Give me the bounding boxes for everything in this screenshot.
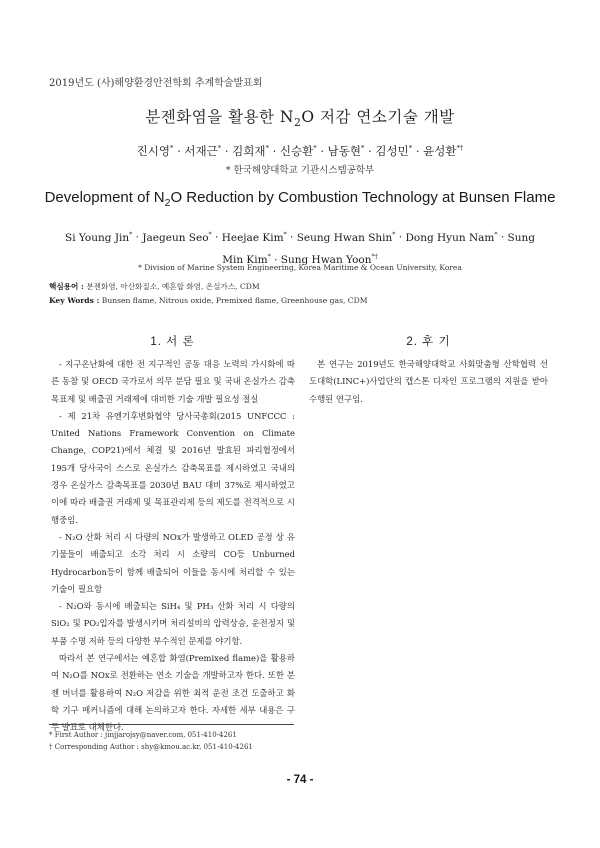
author-affiliation-mark: * [313,144,317,153]
author-separator: · [395,231,406,244]
author-name: Dong Hyun Nam [405,231,495,244]
author-separator: · [270,254,281,266]
author-affiliation-mark: * [360,144,365,153]
english-author [297,232,396,244]
author-affiliation-mark: * [217,144,222,153]
author-name: 윤성환 [423,144,457,158]
author-affiliation-mark: * [169,144,174,153]
author-name: 김희재 [232,144,266,158]
affiliation-korean: * 한국해양대학교 기관시스템공학부 [225,165,375,176]
korean-author [375,144,412,158]
keywords-english [49,296,367,305]
footnote-divider [49,724,294,725]
author-affiliation-mark: * [283,231,287,238]
affiliation-english: * Division of Marine System Engineering, Korea Maritime & Ocean University, Korea [138,263,462,272]
author-name: Sung Min Kim [222,231,535,266]
footnote-first-author: * First Author : jinjjarojsy@naver.com, 051-410-4261 [49,731,237,739]
intro-paragraph: - N₂O 산화 처리 시 다량의 NOx가 발생하고 OLED 공정 상 유기물들이 배출되고 소각 처리 시 소량의 CO등 Unburned Hydrocarbon등이 함께 배출되어 이들을 동시에 처리할 수 있는 기술이 필요함 [51,531,295,594]
english-author [222,232,287,244]
english-author [405,232,497,244]
author-separator: · [221,144,233,158]
intro-paragraph: - N₂O와 동시에 배출되는 SiH₄ 및 PH₃ 산화 처리 시 다량의 SiO₂ 및 PO₂입자를 발생시키며 처리설비의 압력상승, 운전정지 및 부품 수명 저하 등의 다양한 부수적인 문제를 야기함. [51,601,295,646]
author-affiliation-mark: *† [371,253,378,261]
author-name: 신승환 [279,144,314,158]
paper-title-korean: 분젠화염을 활용한 $N_2O$ 저감 연소기술 개발 [145,108,455,130]
acknowledgement-body [309,356,548,408]
author-separator: · [211,231,222,244]
author-separator: · [497,231,508,244]
author-affiliation-mark: * [408,144,413,153]
author-affiliation-mark: *† [456,144,464,153]
author-separator: · [286,231,297,244]
author-name: 진시영 [136,144,170,158]
section-heading-introduction: 1. 서 론 [150,336,195,348]
keywords-korean-label: 핵심용어 : [49,282,84,291]
author-affiliation-mark: * [208,231,212,238]
english-author [65,232,132,244]
author-name: Jaegeun Seo [142,231,209,244]
author-separator: · [173,144,185,158]
korean-author [328,144,365,158]
author-separator: · [412,144,424,158]
author-affiliation-mark: * [265,144,269,153]
conference-header: 2019년도 (사)해양환경안전학회 추계학술발표회 [49,78,263,89]
footnote-corresponding-author: † Corresponding Author : shy@kmou.ac.kr, 051-410-4261 [49,743,253,751]
page-number: - 74 - [286,774,314,786]
keywords-english-label: Key Words : [49,296,100,305]
author-name: Si Young Jin [65,231,130,244]
author-affiliation-mark: * [392,231,396,238]
korean-author [232,144,269,158]
keywords-english-text: Bunsen flame, Nitrous oxide, Premixed flame, Greenhouse gas, CDM [101,296,368,305]
intro-paragraph: - 지구온난화에 대한 전 지구적인 공동 대응 노력의 가시화에 따른 동참 및 OECD 국가로서 의무 분담 필요 및 국내 온실가스 감축목표제 및 배출권 거래제에 대비한 기술 개발 필요성 절실 [51,359,295,404]
intro-paragraph: 따라서 본 연구에서는 예혼합 화염(Premixed flame)을 활용하여 N₂O를 NOx로 전환하는 연소 기술을 개발하고자 한다. 또한 분젠 버너를 활용하여 N₂O 저감을 위한 최적 운전 조건 도출하고 화학 기구 메커니즘에 대해 논의하고자 한다. 자세한 세부 내용은 구두 발표로 대체한다. [51,653,295,733]
author-name: 남동현 [327,144,361,158]
author-name: Heejae Kim [221,231,284,244]
section-heading-acknowledgement: 2. 후 기 [406,336,451,348]
korean-author [184,144,221,158]
author-separator: · [316,144,328,158]
keywords-korean-text: 분젠화염, 아산화질소, 예혼합 화염, 온실가스, CDM [86,282,260,291]
ack-paragraph: 본 연구는 2019년도 한국해양대학교 사회맞춤형 산학협력 선도대학(LINC+)사업단의 캡스톤 디자인 프로그램의 지원을 받아 수행된 연구임. [309,359,548,404]
korean-author [137,144,174,158]
keywords-korean [49,281,260,292]
english-author [142,232,211,244]
author-affiliation-mark: * [267,253,271,261]
author-separator: · [132,231,143,244]
author-name: 김성민 [375,144,409,158]
intro-paragraph: - 제 21차 유엔기후변화협약 당사국총회(2015 UNFCCC : United Nations Framework Convention on Climate Change, COP21)에서 체결 및 2016년 발효된 파리협정에서 195개 당사국이 스스로 온실가스 감축목표를 제시하였고 국내의 경우 온실가스 감축목표를 2030년 BAU 대비 37%로 제시하였고 이에 따라 배출권 거래제 및 목표관리제 등의 제도를 전격적으로 시행중임. [51,410,295,525]
author-name: Sung Hwan Yoon [280,254,372,266]
author-name: Seung Hwan Shin [296,231,393,244]
author-separator: · [364,144,376,158]
author-affiliation-mark: * [494,231,498,238]
author-list-korean [0,143,600,159]
introduction-body [51,356,295,737]
author-name: 서재근 [184,144,218,158]
korean-author [280,144,317,158]
korean-author [423,144,463,158]
paper-title-english: Development of $N_2O$ Reduction by Combustion Technology at Bunsen Flame [44,189,556,209]
author-separator: · [268,144,280,158]
author-affiliation-mark: * [129,231,133,238]
